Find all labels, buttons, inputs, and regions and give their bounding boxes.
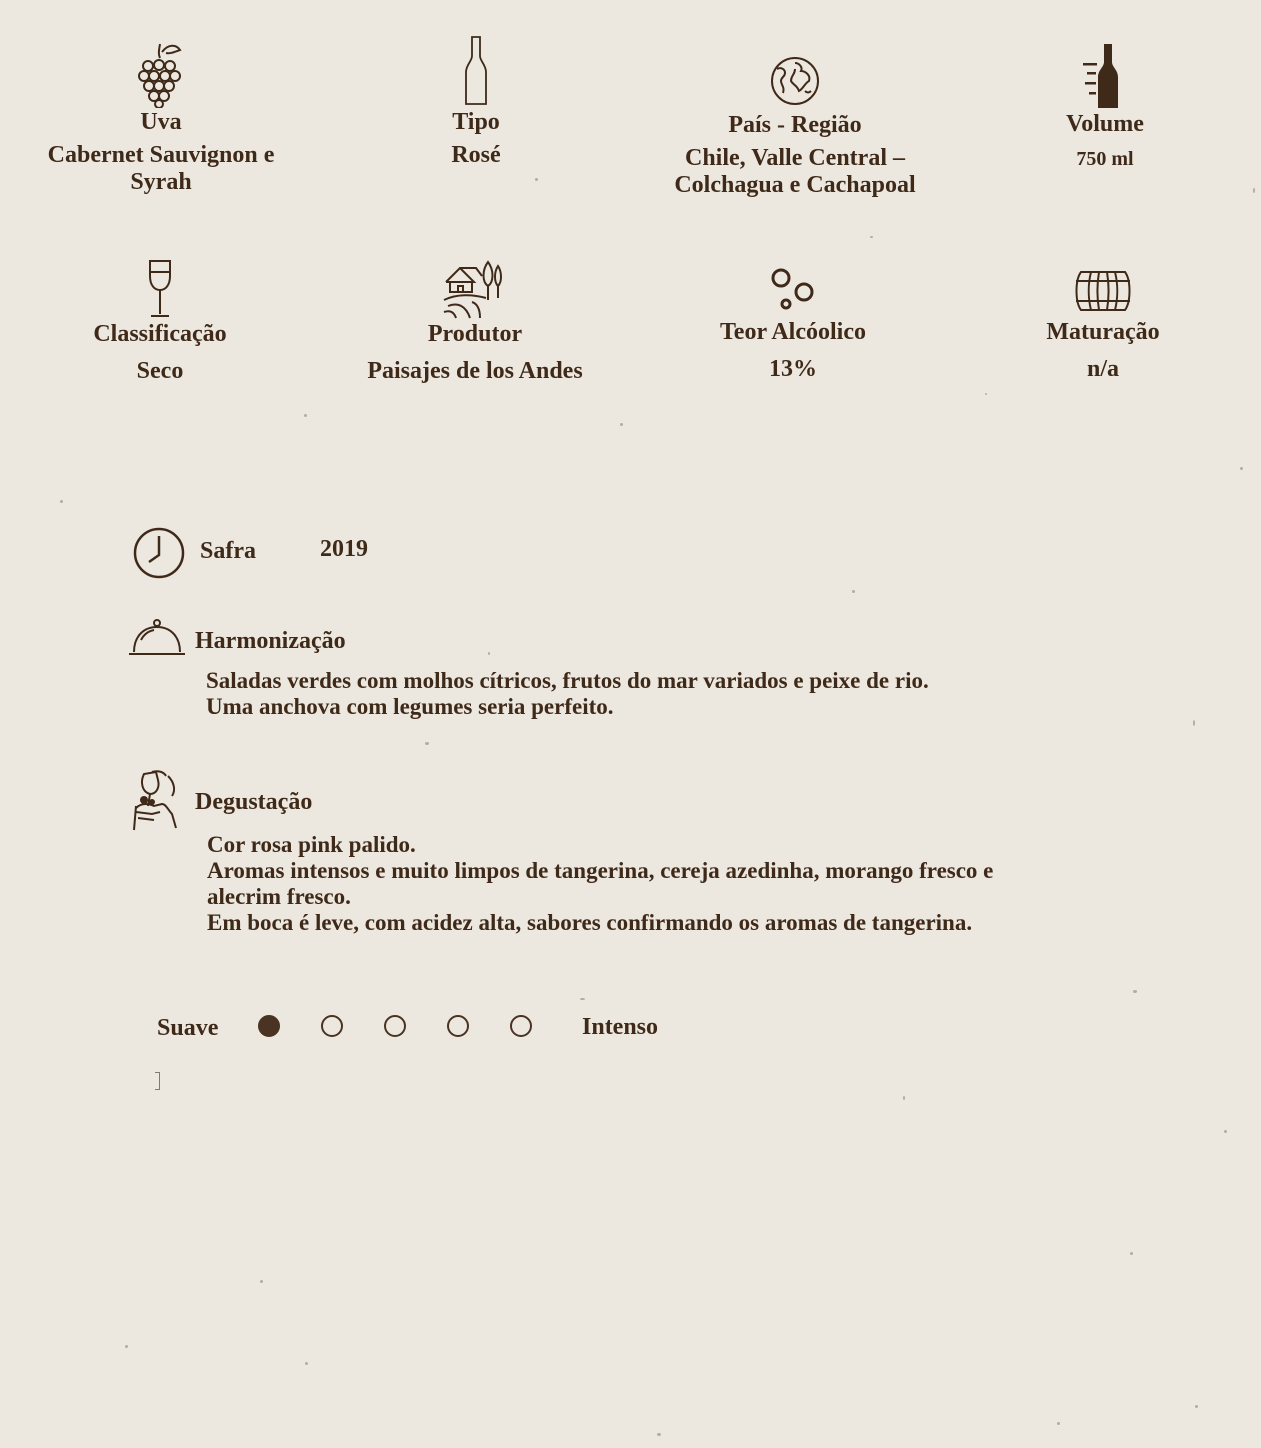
alcohol-value: 13% — [769, 356, 817, 382]
attribute-type — [376, 34, 576, 169]
paper-speck — [580, 998, 585, 1000]
producer-value: Paisajes de los Andes — [367, 358, 583, 384]
barrel-icon — [1073, 268, 1133, 314]
paper-speck — [125, 1345, 128, 1348]
tasting-hand-icon — [132, 768, 184, 834]
aging-label: Maturação — [1046, 319, 1160, 345]
vineyard-house-icon — [442, 258, 508, 320]
clock-icon — [132, 526, 186, 580]
paper-speck — [488, 652, 490, 655]
attribute-grape — [20, 40, 302, 196]
paper-speck — [535, 178, 538, 181]
paper-speck — [620, 423, 623, 426]
paper-speck — [903, 1096, 905, 1100]
pairing-line: Uma anchova com legumes seria perfeito. — [206, 694, 614, 719]
intensity-dot — [447, 1015, 469, 1037]
tasting-line: Aromas intensos e muito limpos de tangerina, cereja azedinha, morango fresco e — [207, 858, 994, 883]
tasting-line: Cor rosa pink palido. — [207, 832, 416, 857]
paper-speck — [304, 414, 307, 417]
volume-value: 750 ml — [1076, 148, 1134, 170]
attribute-classification — [60, 258, 260, 385]
bubbles-icon — [768, 266, 818, 314]
intensity-dot — [384, 1015, 406, 1037]
attribute-volume — [1020, 42, 1190, 173]
intensity-min-label: Suave — [157, 1015, 219, 1041]
classification-value: Seco — [136, 358, 184, 384]
bottle-filled-icon — [1080, 42, 1130, 110]
pairing-line: Saladas verdes com molhos cítricos, frutos do mar variados e peixe de rio. — [206, 668, 929, 693]
paper-speck — [870, 236, 873, 238]
volume-label: Volume — [1066, 111, 1144, 137]
attribute-country — [645, 55, 945, 199]
paper-speck — [260, 1280, 263, 1283]
attribute-aging — [1008, 268, 1198, 383]
paper-speck — [1253, 188, 1255, 193]
grape-value: Cabernet Sauvignon e Syrah — [47, 142, 275, 195]
tasting-title: Degustação — [195, 789, 313, 815]
bracket-mark — [155, 1072, 160, 1090]
paper-speck — [1130, 1252, 1133, 1255]
type-value: Rosé — [451, 142, 501, 168]
tasting-line: alecrim fresco. — [207, 884, 351, 909]
grape-label: Uva — [140, 109, 182, 135]
bottle-outline-icon — [463, 34, 489, 108]
tasting-line: Em boca é leve, com acidez alta, sabores confirmando os aromas de tangerina. — [207, 910, 973, 935]
globe-icon — [769, 55, 821, 107]
paper-speck — [1195, 1405, 1198, 1408]
paper-speck — [305, 1362, 308, 1365]
aging-value: n/a — [1086, 356, 1119, 382]
intensity-dot — [510, 1015, 532, 1037]
intensity-dot — [321, 1015, 343, 1037]
paper-speck — [60, 500, 63, 503]
wine-glass-icon — [147, 258, 173, 320]
attribute-producer — [345, 258, 605, 385]
vintage-label: Safra — [200, 538, 256, 564]
country-label: País - Região — [728, 112, 862, 138]
producer-label: Produtor — [427, 321, 523, 347]
paper-speck — [657, 1433, 661, 1436]
attribute-alcohol — [693, 266, 893, 383]
grape-icon — [138, 40, 184, 108]
intensity-max-label: Intenso — [582, 1014, 659, 1040]
pairing-text — [206, 668, 929, 720]
vintage-value: 2019 — [320, 536, 368, 562]
paper-speck — [425, 742, 429, 745]
paper-speck — [1193, 720, 1195, 726]
tasting-text — [207, 832, 993, 936]
paper-speck — [985, 393, 987, 395]
classification-label: Classificação — [93, 321, 227, 347]
country-value: Chile, Valle Central – Colchagua e Cachapoal — [674, 145, 916, 198]
paper-speck — [1133, 990, 1137, 993]
paper-speck — [1240, 467, 1243, 470]
alcohol-label: Teor Alcóolico — [720, 319, 866, 345]
type-label: Tipo — [452, 109, 500, 135]
cloche-icon — [127, 618, 187, 658]
paper-speck — [1057, 1422, 1060, 1425]
paper-speck — [1224, 1130, 1227, 1133]
intensity-dot — [258, 1015, 280, 1037]
pairing-title: Harmonização — [195, 628, 346, 654]
paper-speck — [852, 590, 855, 593]
